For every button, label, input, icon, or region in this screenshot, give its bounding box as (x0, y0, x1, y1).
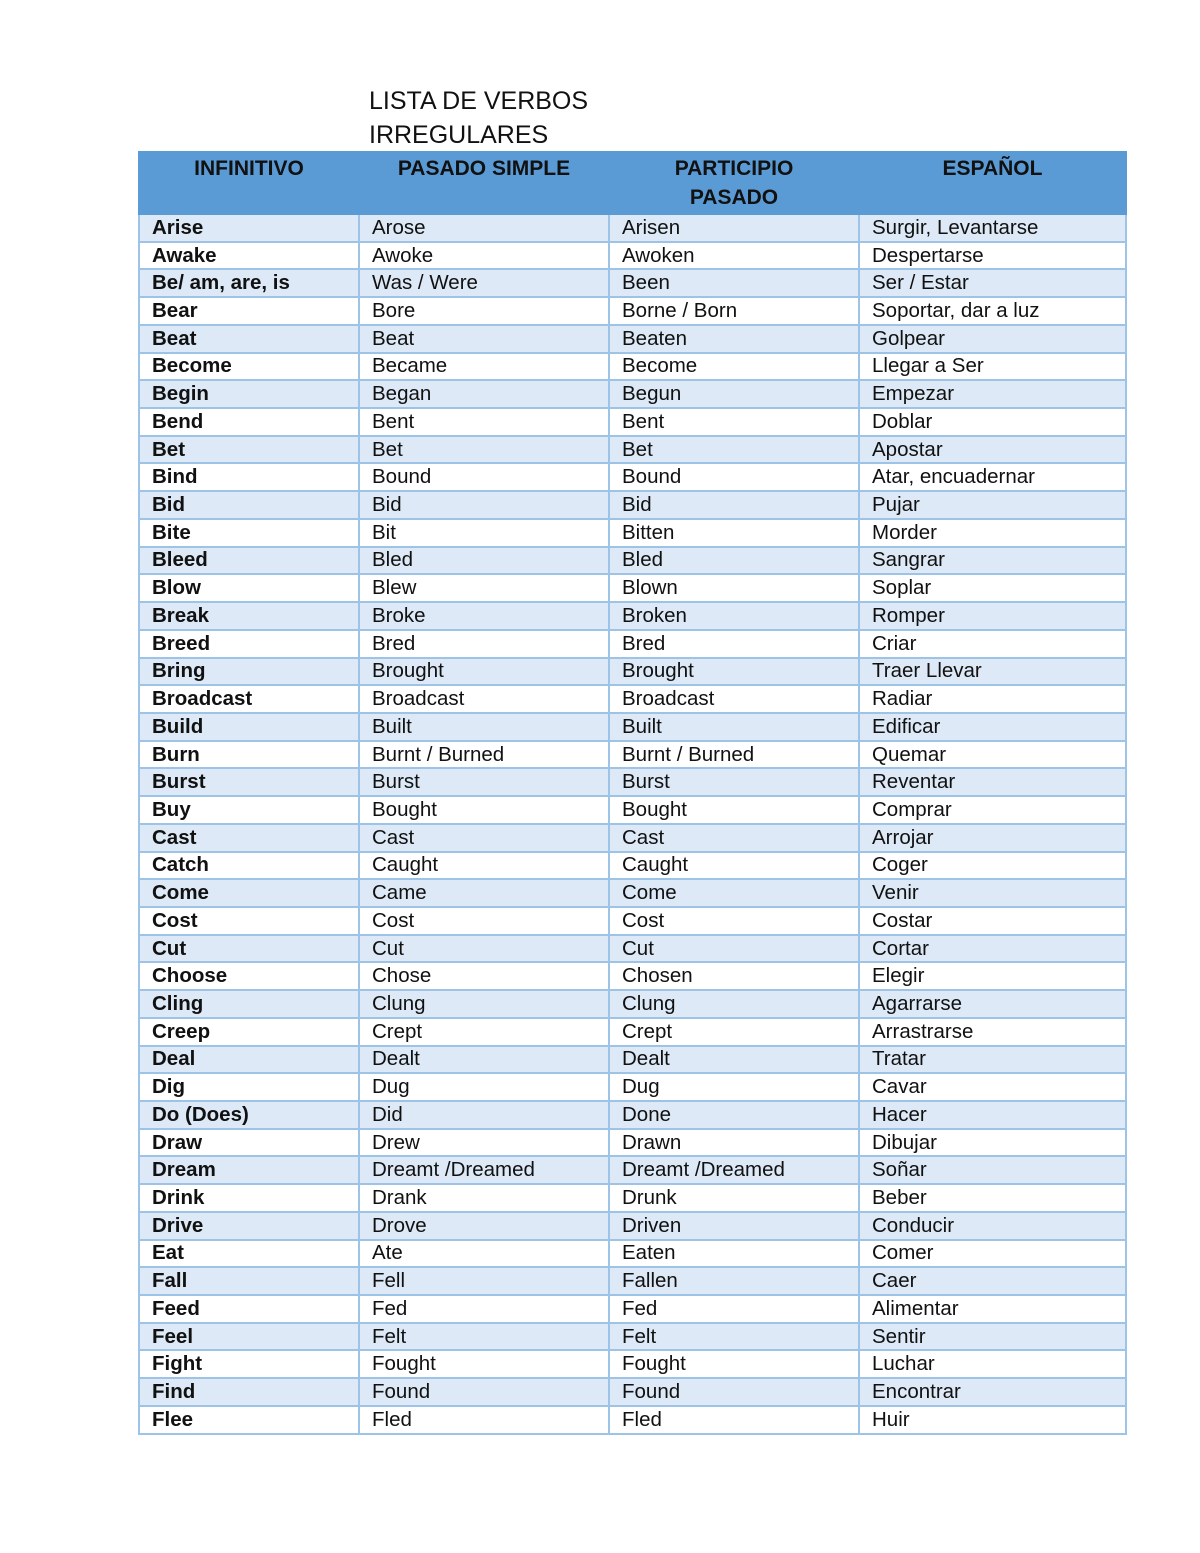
cell-participio-pasado: Dreamt /Dreamed (609, 1156, 859, 1184)
cell-espanol: Arrojar (859, 824, 1126, 852)
irregular-verbs-table (138, 151, 1127, 1435)
cell-infinitivo: Draw (139, 1129, 359, 1157)
cell-pasado-simple: Drew (359, 1129, 609, 1157)
cell-participio-pasado: Built (609, 713, 859, 741)
table-row (139, 269, 1126, 297)
cell-infinitivo: Cling (139, 990, 359, 1018)
cell-participio-pasado: Burst (609, 768, 859, 796)
cell-participio-pasado: Begun (609, 380, 859, 408)
cell-participio-pasado: Bid (609, 491, 859, 519)
cell-participio-pasado: Borne / Born (609, 297, 859, 325)
cell-participio-pasado: Bound (609, 463, 859, 491)
cell-pasado-simple: Bit (359, 519, 609, 547)
header-participio-line-1: PARTICIPIO (674, 157, 794, 180)
cell-espanol: Coger (859, 852, 1126, 880)
cell-pasado-simple: Dreamt /Dreamed (359, 1156, 609, 1184)
cell-participio-pasado: Bent (609, 408, 859, 436)
cell-espanol: Criar (859, 630, 1126, 658)
cell-espanol: Doblar (859, 408, 1126, 436)
cell-infinitivo: Cut (139, 935, 359, 963)
cell-pasado-simple: Dealt (359, 1046, 609, 1074)
cell-infinitivo: Cost (139, 907, 359, 935)
table-row (139, 741, 1126, 769)
cell-infinitivo: Bind (139, 463, 359, 491)
cell-participio-pasado: Chosen (609, 962, 859, 990)
cell-participio-pasado: Drunk (609, 1184, 859, 1212)
cell-participio-pasado: Burnt / Burned (609, 741, 859, 769)
table-row (139, 713, 1126, 741)
cell-participio-pasado: Clung (609, 990, 859, 1018)
cell-pasado-simple: Came (359, 879, 609, 907)
cell-pasado-simple: Cut (359, 935, 609, 963)
cell-espanol: Ser / Estar (859, 269, 1126, 297)
cell-pasado-simple: Felt (359, 1323, 609, 1351)
cell-pasado-simple: Did (359, 1101, 609, 1129)
cell-espanol: Soportar, dar a luz (859, 297, 1126, 325)
cell-infinitivo: Buy (139, 796, 359, 824)
cell-infinitivo: Drive (139, 1212, 359, 1240)
cell-participio-pasado: Bled (609, 547, 859, 575)
cell-infinitivo: Bite (139, 519, 359, 547)
cell-participio-pasado: Dug (609, 1073, 859, 1101)
cell-infinitivo: Dream (139, 1156, 359, 1184)
table-row (139, 380, 1126, 408)
cell-pasado-simple: Beat (359, 325, 609, 353)
header-infinitivo: INFINITIVO (139, 152, 359, 214)
table-row (139, 1240, 1126, 1268)
cell-infinitivo: Find (139, 1378, 359, 1406)
table-row (139, 602, 1126, 630)
cell-espanol: Despertarse (859, 242, 1126, 270)
cell-espanol: Encontrar (859, 1378, 1126, 1406)
cell-espanol: Agarrarse (859, 990, 1126, 1018)
table-body (139, 214, 1126, 1434)
cell-participio-pasado: Come (609, 879, 859, 907)
table-row (139, 408, 1126, 436)
cell-espanol: Radiar (859, 685, 1126, 713)
cell-participio-pasado: Done (609, 1101, 859, 1129)
table-row (139, 1156, 1126, 1184)
table-row (139, 1184, 1126, 1212)
cell-espanol: Cavar (859, 1073, 1126, 1101)
cell-participio-pasado: Been (609, 269, 859, 297)
cell-infinitivo: Eat (139, 1240, 359, 1268)
cell-espanol: Atar, encuadernar (859, 463, 1126, 491)
cell-pasado-simple: Fell (359, 1267, 609, 1295)
cell-participio-pasado: Bought (609, 796, 859, 824)
cell-espanol: Quemar (859, 741, 1126, 769)
cell-pasado-simple: Drove (359, 1212, 609, 1240)
cell-infinitivo: Become (139, 353, 359, 381)
cell-participio-pasado: Broken (609, 602, 859, 630)
cell-espanol: Dibujar (859, 1129, 1126, 1157)
cell-infinitivo: Build (139, 713, 359, 741)
page-title (369, 84, 689, 152)
cell-pasado-simple: Brought (359, 658, 609, 686)
cell-participio-pasado: Cost (609, 907, 859, 935)
table-row (139, 1267, 1126, 1295)
cell-participio-pasado: Broadcast (609, 685, 859, 713)
cell-pasado-simple: Cost (359, 907, 609, 935)
table-header (139, 152, 1126, 214)
cell-participio-pasado: Driven (609, 1212, 859, 1240)
table-row (139, 879, 1126, 907)
cell-infinitivo: Deal (139, 1046, 359, 1074)
cell-infinitivo: Come (139, 879, 359, 907)
cell-participio-pasado: Cast (609, 824, 859, 852)
cell-infinitivo: Burn (139, 741, 359, 769)
table-row (139, 214, 1126, 242)
cell-participio-pasado: Awoken (609, 242, 859, 270)
cell-participio-pasado: Arisen (609, 214, 859, 242)
cell-pasado-simple: Ate (359, 1240, 609, 1268)
cell-espanol: Apostar (859, 436, 1126, 464)
cell-pasado-simple: Clung (359, 990, 609, 1018)
table-row (139, 1212, 1126, 1240)
header-espanol: ESPAÑOL (859, 152, 1126, 214)
table-row (139, 630, 1126, 658)
cell-pasado-simple: Bore (359, 297, 609, 325)
cell-infinitivo: Creep (139, 1018, 359, 1046)
cell-infinitivo: Be/ am, are, is (139, 269, 359, 297)
cell-participio-pasado: Caught (609, 852, 859, 880)
cell-espanol: Morder (859, 519, 1126, 547)
header-row (139, 152, 1126, 214)
cell-pasado-simple: Fled (359, 1406, 609, 1434)
cell-infinitivo: Feed (139, 1295, 359, 1323)
cell-pasado-simple: Arose (359, 214, 609, 242)
cell-espanol: Beber (859, 1184, 1126, 1212)
cell-espanol: Arrastrarse (859, 1018, 1126, 1046)
cell-espanol: Conducir (859, 1212, 1126, 1240)
table-row (139, 574, 1126, 602)
cell-espanol: Romper (859, 602, 1126, 630)
cell-pasado-simple: Bent (359, 408, 609, 436)
cell-espanol: Elegir (859, 962, 1126, 990)
cell-pasado-simple: Bid (359, 491, 609, 519)
cell-infinitivo: Burst (139, 768, 359, 796)
table-row (139, 519, 1126, 547)
cell-pasado-simple: Bred (359, 630, 609, 658)
cell-participio-pasado: Fled (609, 1406, 859, 1434)
cell-pasado-simple: Drank (359, 1184, 609, 1212)
header-pasado-simple: PASADO SIMPLE (359, 152, 609, 214)
table-row (139, 1129, 1126, 1157)
cell-pasado-simple: Broadcast (359, 685, 609, 713)
table-row (139, 463, 1126, 491)
cell-infinitivo: Bear (139, 297, 359, 325)
cell-pasado-simple: Bound (359, 463, 609, 491)
cell-espanol: Caer (859, 1267, 1126, 1295)
cell-espanol: Surgir, Levantarse (859, 214, 1126, 242)
table-row (139, 1350, 1126, 1378)
cell-espanol: Tratar (859, 1046, 1126, 1074)
table-row (139, 1323, 1126, 1351)
cell-participio-pasado: Bet (609, 436, 859, 464)
cell-participio-pasado: Beaten (609, 325, 859, 353)
cell-infinitivo: Arise (139, 214, 359, 242)
cell-infinitivo: Bend (139, 408, 359, 436)
cell-participio-pasado: Fought (609, 1350, 859, 1378)
cell-espanol: Edificar (859, 713, 1126, 741)
cell-infinitivo: Blow (139, 574, 359, 602)
table-row (139, 852, 1126, 880)
table-row (139, 907, 1126, 935)
cell-infinitivo: Bleed (139, 547, 359, 575)
cell-espanol: Reventar (859, 768, 1126, 796)
cell-espanol: Empezar (859, 380, 1126, 408)
cell-espanol: Soñar (859, 1156, 1126, 1184)
cell-infinitivo: Bring (139, 658, 359, 686)
cell-participio-pasado: Brought (609, 658, 859, 686)
cell-participio-pasado: Fallen (609, 1267, 859, 1295)
cell-participio-pasado: Eaten (609, 1240, 859, 1268)
cell-pasado-simple: Fed (359, 1295, 609, 1323)
cell-espanol: Comer (859, 1240, 1126, 1268)
cell-participio-pasado: Bred (609, 630, 859, 658)
cell-infinitivo: Bid (139, 491, 359, 519)
cell-pasado-simple: Became (359, 353, 609, 381)
table-row (139, 297, 1126, 325)
cell-espanol: Luchar (859, 1350, 1126, 1378)
cell-espanol: Costar (859, 907, 1126, 935)
cell-pasado-simple: Burst (359, 768, 609, 796)
cell-pasado-simple: Chose (359, 962, 609, 990)
cell-infinitivo: Dig (139, 1073, 359, 1101)
cell-infinitivo: Bet (139, 436, 359, 464)
cell-espanol: Golpear (859, 325, 1126, 353)
table-row (139, 1406, 1126, 1434)
cell-pasado-simple: Crept (359, 1018, 609, 1046)
table-row (139, 935, 1126, 963)
cell-participio-pasado: Bitten (609, 519, 859, 547)
cell-infinitivo: Fight (139, 1350, 359, 1378)
header-participio-line-2: PASADO (689, 186, 779, 209)
table-row (139, 685, 1126, 713)
cell-pasado-simple: Cast (359, 824, 609, 852)
title-line-1: LISTA DE VERBOS (369, 87, 589, 115)
cell-participio-pasado: Cut (609, 935, 859, 963)
table-row (139, 824, 1126, 852)
cell-pasado-simple: Awoke (359, 242, 609, 270)
cell-participio-pasado: Crept (609, 1018, 859, 1046)
table-row (139, 990, 1126, 1018)
cell-espanol: Sentir (859, 1323, 1126, 1351)
cell-pasado-simple: Blew (359, 574, 609, 602)
cell-espanol: Hacer (859, 1101, 1126, 1129)
table-row (139, 1046, 1126, 1074)
cell-espanol: Venir (859, 879, 1126, 907)
cell-espanol: Llegar a Ser (859, 353, 1126, 381)
cell-participio-pasado: Become (609, 353, 859, 381)
cell-pasado-simple: Caught (359, 852, 609, 880)
title-line-2: IRREGULARES (369, 121, 549, 149)
table-row (139, 1018, 1126, 1046)
cell-infinitivo: Begin (139, 380, 359, 408)
cell-infinitivo: Drink (139, 1184, 359, 1212)
cell-espanol: Cortar (859, 935, 1126, 963)
cell-pasado-simple: Bled (359, 547, 609, 575)
table-row (139, 491, 1126, 519)
cell-pasado-simple: Dug (359, 1073, 609, 1101)
cell-espanol: Alimentar (859, 1295, 1126, 1323)
table-row (139, 962, 1126, 990)
cell-pasado-simple: Broke (359, 602, 609, 630)
cell-pasado-simple: Burnt / Burned (359, 741, 609, 769)
cell-infinitivo: Catch (139, 852, 359, 880)
cell-pasado-simple: Was / Were (359, 269, 609, 297)
cell-infinitivo: Broadcast (139, 685, 359, 713)
cell-espanol: Pujar (859, 491, 1126, 519)
cell-infinitivo: Fall (139, 1267, 359, 1295)
cell-espanol: Comprar (859, 796, 1126, 824)
cell-pasado-simple: Built (359, 713, 609, 741)
cell-infinitivo: Cast (139, 824, 359, 852)
table-row (139, 768, 1126, 796)
cell-pasado-simple: Bought (359, 796, 609, 824)
cell-infinitivo: Choose (139, 962, 359, 990)
cell-espanol: Huir (859, 1406, 1126, 1434)
table-row (139, 658, 1126, 686)
table-row (139, 1073, 1126, 1101)
table-row (139, 353, 1126, 381)
table-row (139, 325, 1126, 353)
table-row (139, 1295, 1126, 1323)
cell-participio-pasado: Drawn (609, 1129, 859, 1157)
cell-pasado-simple: Found (359, 1378, 609, 1406)
cell-pasado-simple: Fought (359, 1350, 609, 1378)
cell-espanol: Sangrar (859, 547, 1126, 575)
cell-infinitivo: Breed (139, 630, 359, 658)
cell-pasado-simple: Bet (359, 436, 609, 464)
table-row (139, 242, 1126, 270)
cell-infinitivo: Flee (139, 1406, 359, 1434)
cell-participio-pasado: Felt (609, 1323, 859, 1351)
table-row (139, 436, 1126, 464)
cell-infinitivo: Do (Does) (139, 1101, 359, 1129)
header-participio-pasado (609, 152, 859, 214)
cell-participio-pasado: Blown (609, 574, 859, 602)
cell-participio-pasado: Found (609, 1378, 859, 1406)
cell-infinitivo: Break (139, 602, 359, 630)
cell-participio-pasado: Fed (609, 1295, 859, 1323)
cell-participio-pasado: Dealt (609, 1046, 859, 1074)
table-row (139, 547, 1126, 575)
table-row (139, 1378, 1126, 1406)
table-row (139, 1101, 1126, 1129)
table-row (139, 796, 1126, 824)
cell-infinitivo: Feel (139, 1323, 359, 1351)
cell-infinitivo: Beat (139, 325, 359, 353)
cell-pasado-simple: Began (359, 380, 609, 408)
cell-infinitivo: Awake (139, 242, 359, 270)
cell-espanol: Soplar (859, 574, 1126, 602)
cell-espanol: Traer Llevar (859, 658, 1126, 686)
